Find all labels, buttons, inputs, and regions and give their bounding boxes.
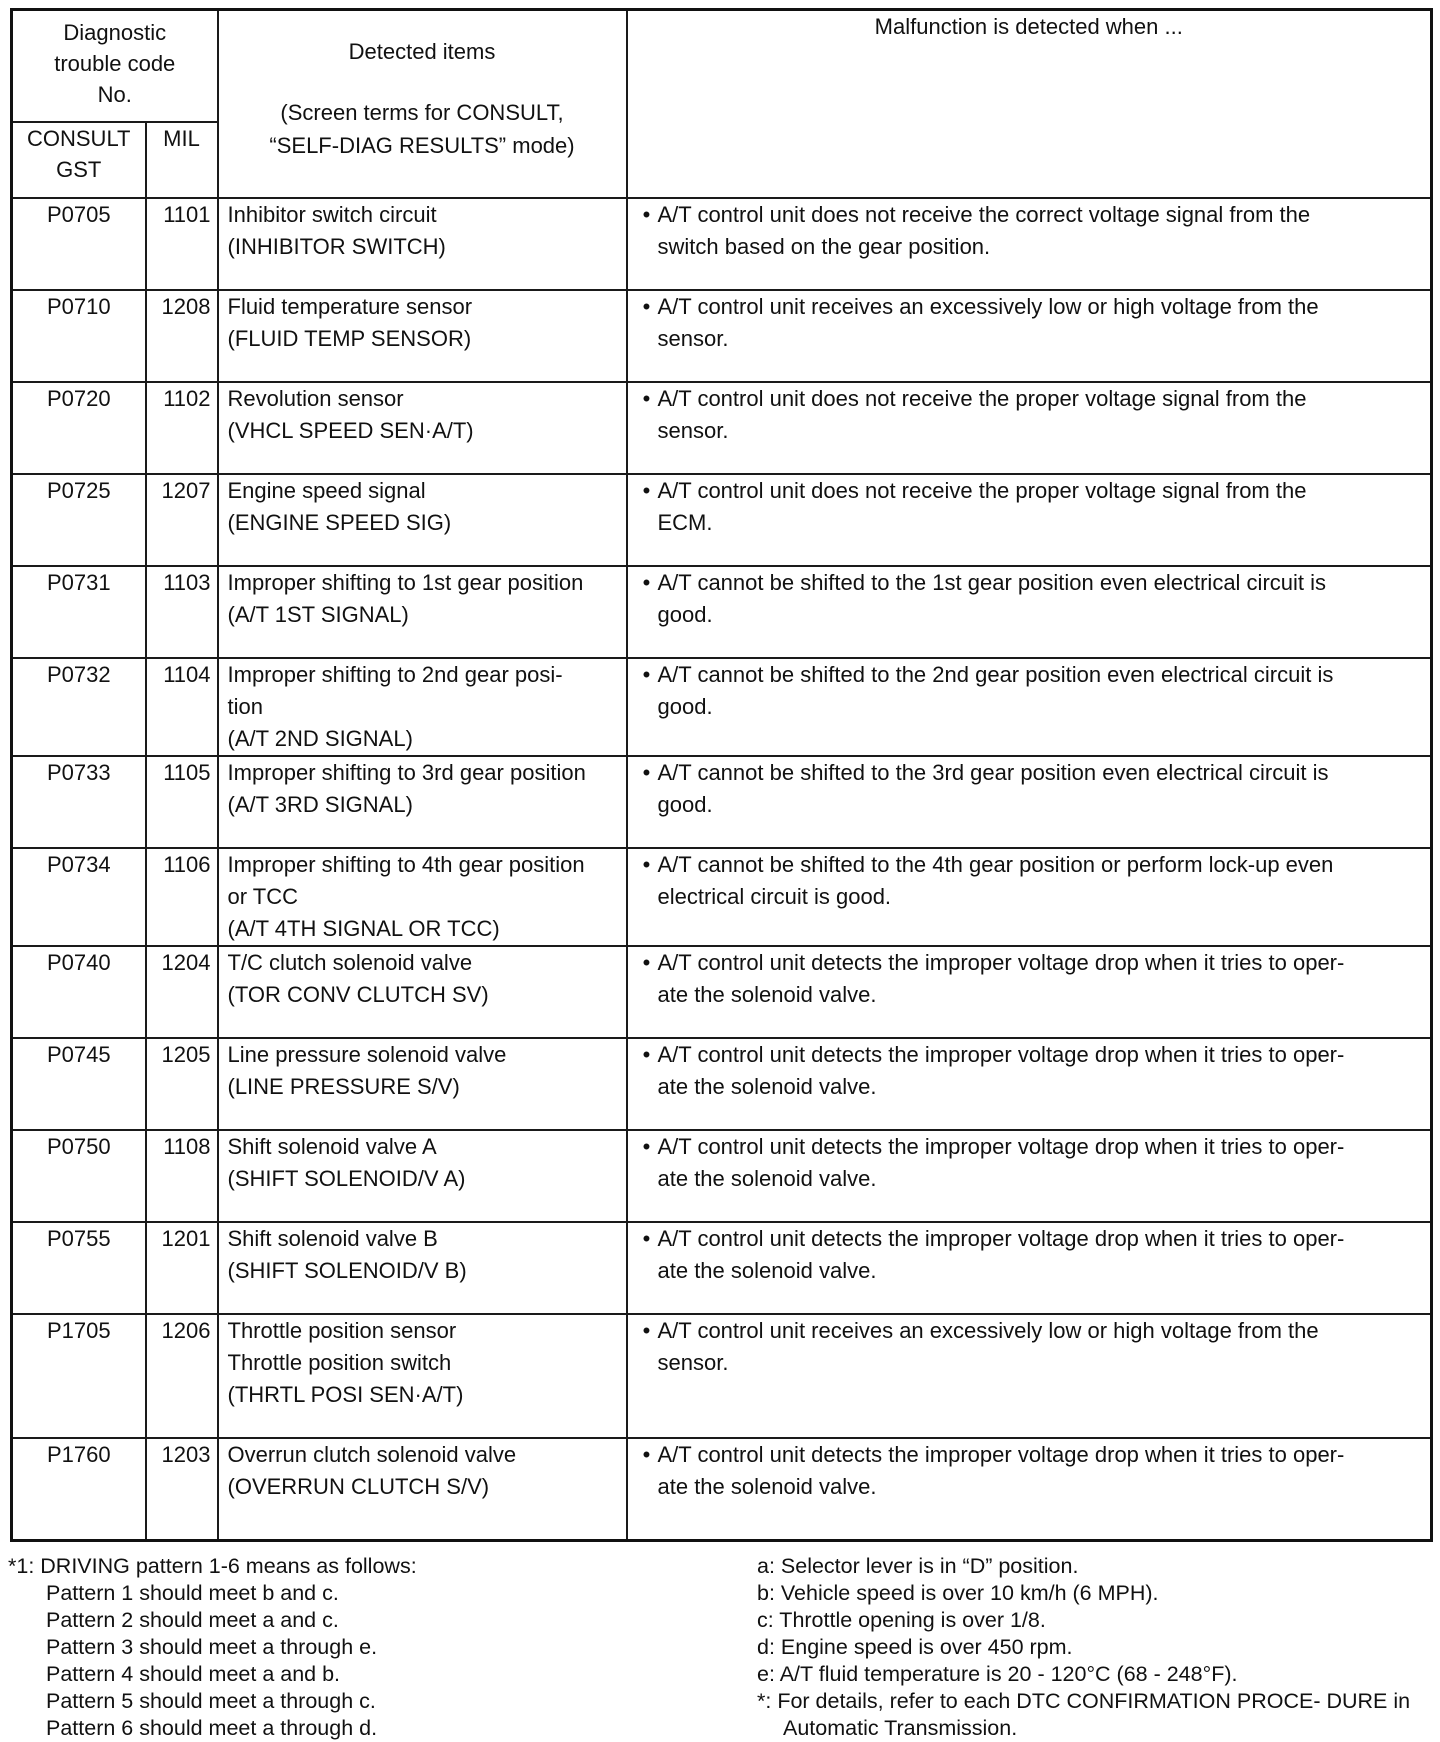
detected-item-line: Improper shifting to 1st gear position [227, 570, 584, 595]
detected-item [218, 1222, 627, 1314]
mil-code: 1203 [146, 1438, 218, 1540]
malfunction-line: good. [657, 694, 713, 719]
malfunction-line: A/T control unit does not receive the correct voltage signal from the [657, 202, 1311, 227]
pattern-line: Pattern 5 should meet a through c. [46, 1689, 376, 1713]
malfunction-line: ate the solenoid valve. [657, 1474, 877, 1499]
detected-item [218, 1130, 627, 1222]
detected-item-line: Throttle position sensor [227, 1318, 457, 1343]
pattern-line: Pattern 1 should meet b and c. [46, 1581, 339, 1605]
bullet-icon: • [642, 1226, 651, 1251]
table-row [12, 198, 1432, 290]
detected-item-line: Fluid temperature sensor [227, 294, 473, 319]
mil-code: 1103 [146, 566, 218, 658]
malfunction-condition [627, 848, 1432, 946]
consult-gst-code: P0732 [12, 658, 146, 756]
detected-item [218, 1038, 627, 1130]
malfunction-condition [627, 756, 1432, 848]
malfunction-condition [627, 290, 1432, 382]
driving-pattern-title: *1: DRIVING pattern 1-6 means as follows: [8, 1554, 417, 1578]
detected-item [218, 658, 627, 756]
malfunction-condition [627, 1222, 1432, 1314]
malfunction-condition [627, 1438, 1432, 1540]
malfunction-condition [627, 1038, 1432, 1130]
mil-code: 1108 [146, 1130, 218, 1222]
bullet-icon: • [642, 1134, 651, 1159]
table-row [12, 1130, 1432, 1222]
pattern-line: Pattern 2 should meet a and c. [46, 1608, 339, 1632]
malfunction-line: ECM. [657, 510, 713, 535]
consult-gst-code: P1760 [12, 1438, 146, 1540]
mil-code: 1201 [146, 1222, 218, 1314]
detected-item-line: tion [227, 694, 263, 719]
malfunction-line: A/T control unit receives an excessively low or high voltage from the [657, 294, 1319, 319]
detected-item-line: (THRTL POSI SEN·A/T) [227, 1382, 464, 1407]
detected-item-line: (TOR CONV CLUTCH SV) [227, 982, 489, 1007]
mil-code: 1104 [146, 658, 218, 756]
consult-gst-code: P0710 [12, 290, 146, 382]
detected-item [218, 566, 627, 658]
malfunction-line: A/T control unit receives an excessively low or high voltage from the [657, 1318, 1319, 1343]
malfunction-line: A/T cannot be shifted to the 4th gear position or perform lock-up even [657, 852, 1334, 877]
bullet-icon: • [642, 1442, 651, 1467]
consult-gst-code: P0750 [12, 1130, 146, 1222]
malfunction-line: sensor. [657, 326, 729, 351]
detected-item-line: Improper shifting to 2nd gear posi- [227, 662, 563, 687]
pattern-line: Pattern 6 should meet a through d. [46, 1716, 378, 1740]
malfunction-line: sensor. [657, 418, 729, 443]
detected-item-line: T/C clutch solenoid valve [227, 950, 473, 975]
table-row [12, 1038, 1432, 1130]
consult-gst-code: P0705 [12, 198, 146, 290]
malfunction-line: A/T cannot be shifted to the 2nd gear position even electrical circuit is [657, 662, 1334, 687]
malfunction-line: A/T control unit detects the improper voltage drop when it tries to oper- [657, 1042, 1345, 1067]
detected-item-line: Throttle position switch [227, 1350, 452, 1375]
table-row [12, 848, 1432, 946]
table-row [12, 1222, 1432, 1314]
table-row [12, 290, 1432, 382]
header-dtc-number: Diagnostic trouble code No. [12, 10, 218, 123]
table-row [12, 474, 1432, 566]
malfunction-line: good. [657, 602, 713, 627]
mil-code: 1207 [146, 474, 218, 566]
mil-code: 1204 [146, 946, 218, 1038]
malfunction-line: switch based on the gear position. [657, 234, 991, 259]
consult-gst-code: P0734 [12, 848, 146, 946]
malfunction-line: A/T control unit detects the improper voltage drop when it tries to oper- [657, 1442, 1345, 1467]
malfunction-condition [627, 1130, 1432, 1222]
bullet-icon: • [642, 386, 651, 411]
malfunction-condition [627, 382, 1432, 474]
malfunction-line: ate the solenoid valve. [657, 982, 877, 1007]
detected-item-line: Shift solenoid valve B [227, 1226, 438, 1251]
detected-item-line: Shift solenoid valve A [227, 1134, 437, 1159]
malfunction-condition [627, 1314, 1432, 1438]
table-row [12, 382, 1432, 474]
table-row [12, 658, 1432, 756]
bullet-icon: • [642, 662, 651, 687]
consult-gst-code: P0725 [12, 474, 146, 566]
pattern-line: Pattern 3 should meet a through e. [46, 1635, 378, 1659]
malfunction-line: sensor. [657, 1350, 729, 1375]
mil-code: 1106 [146, 848, 218, 946]
malfunction-line: ate the solenoid valve. [657, 1166, 877, 1191]
detected-item-line: Engine speed signal [227, 478, 426, 503]
consult-gst-code: P0755 [12, 1222, 146, 1314]
mil-code: 1205 [146, 1038, 218, 1130]
malfunction-condition [627, 566, 1432, 658]
detected-item-line: (LINE PRESSURE S/V) [227, 1074, 460, 1099]
detected-item-line: (SHIFT SOLENOID/V B) [227, 1258, 467, 1283]
table-row [12, 946, 1432, 1038]
detected-item [218, 946, 627, 1038]
malfunction-line: good. [657, 792, 713, 817]
bullet-icon: • [642, 202, 651, 227]
condition-line: d: Engine speed is over 450 rpm. [757, 1635, 1073, 1659]
detected-item [218, 290, 627, 382]
malfunction-condition [627, 946, 1432, 1038]
detected-item-line: Inhibitor switch circuit [227, 202, 437, 227]
condition-notes [757, 1553, 1427, 1742]
header-consult-gst: CONSULT GST [12, 122, 146, 198]
detected-item-line: Line pressure solenoid valve [227, 1042, 507, 1067]
table-row [12, 756, 1432, 848]
detected-item [218, 1438, 627, 1540]
detected-item [218, 1314, 627, 1438]
bullet-icon: • [642, 1318, 651, 1343]
malfunction-condition [627, 658, 1432, 756]
detected-item-line: (INHIBITOR SWITCH) [227, 234, 446, 259]
detected-item-line: (ENGINE SPEED SIG) [227, 510, 452, 535]
bullet-icon: • [642, 570, 651, 595]
malfunction-condition [627, 198, 1432, 290]
bullet-icon: • [642, 950, 651, 975]
malfunction-line: electrical circuit is good. [657, 884, 892, 909]
detected-item-line: Overrun clutch solenoid valve [227, 1442, 517, 1467]
detected-item [218, 382, 627, 474]
detected-item [218, 198, 627, 290]
header-mil: MIL [146, 122, 218, 198]
condition-line: c: Throttle opening is over 1/8. [757, 1608, 1046, 1632]
consult-gst-code: P0720 [12, 382, 146, 474]
detected-item-line: Improper shifting to 4th gear position [227, 852, 585, 877]
consult-gst-code: P0745 [12, 1038, 146, 1130]
bullet-icon: • [642, 760, 651, 785]
malfunction-line: A/T control unit does not receive the proper voltage signal from the [657, 386, 1307, 411]
detected-item [218, 848, 627, 946]
detected-item [218, 474, 627, 566]
malfunction-condition [627, 474, 1432, 566]
consult-gst-code: P0733 [12, 756, 146, 848]
detected-item-line: (A/T 1ST SIGNAL) [227, 602, 409, 627]
detected-item-line: (FLUID TEMP SENSOR) [227, 326, 472, 351]
consult-gst-code: P0740 [12, 946, 146, 1038]
malfunction-line: A/T control unit does not receive the proper voltage signal from the [657, 478, 1307, 503]
detected-item-line: (A/T 4TH SIGNAL OR TCC) [227, 916, 500, 941]
detected-item-line: or TCC [227, 884, 298, 909]
dtc-table [10, 8, 1433, 1542]
bullet-icon: • [642, 294, 651, 319]
malfunction-line: A/T control unit detects the improper voltage drop when it tries to oper- [657, 1134, 1345, 1159]
malfunction-line: A/T control unit detects the improper voltage drop when it tries to oper- [657, 950, 1345, 975]
mil-code: 1101 [146, 198, 218, 290]
condition-line: a: Selector lever is in “D” position. [757, 1554, 1079, 1578]
detected-item-line: (A/T 2ND SIGNAL) [227, 726, 413, 751]
bullet-icon: • [642, 1042, 651, 1067]
detected-item-line: (OVERRUN CLUTCH S/V) [227, 1474, 490, 1499]
detected-item-line: (A/T 3RD SIGNAL) [227, 792, 413, 817]
header-malfunction: Malfunction is detected when ... [627, 10, 1432, 199]
bullet-icon: • [642, 478, 651, 503]
bullet-icon: • [642, 852, 651, 877]
detected-item-line: (SHIFT SOLENOID/V A) [227, 1166, 466, 1191]
mil-code: 1102 [146, 382, 218, 474]
pattern-line: Pattern 4 should meet a and b. [46, 1662, 341, 1686]
asterisk-note: *: For details, refer to each DTC CONFIRMATION PROCE- DURE in Automatic Transmission. [757, 1689, 1411, 1740]
mil-code: 1105 [146, 756, 218, 848]
consult-gst-code: P0731 [12, 566, 146, 658]
malfunction-line: A/T cannot be shifted to the 3rd gear position even electrical circuit is [657, 760, 1329, 785]
table-row [12, 1314, 1432, 1438]
detected-item-line: (VHCL SPEED SEN·A/T) [227, 418, 474, 443]
malfunction-line: ate the solenoid valve. [657, 1074, 877, 1099]
malfunction-line: ate the solenoid valve. [657, 1258, 877, 1283]
mil-code: 1208 [146, 290, 218, 382]
condition-line: b: Vehicle speed is over 10 km/h (6 MPH). [757, 1581, 1159, 1605]
malfunction-line: A/T control unit detects the improper voltage drop when it tries to oper- [657, 1226, 1345, 1251]
condition-line: e: A/T fluid temperature is 20 - 120°C (68 - 248°F). [757, 1662, 1238, 1686]
mil-code: 1206 [146, 1314, 218, 1438]
detected-item-line: Improper shifting to 3rd gear position [227, 760, 586, 785]
table-body [12, 198, 1432, 1540]
table-row [12, 1438, 1432, 1540]
driving-pattern-notes [8, 1553, 708, 1742]
table-row [12, 566, 1432, 658]
header-detected-items: Detected items (Screen terms for CONSULT, “SELF-DIAG RESULTS” mode) [218, 10, 627, 199]
malfunction-line: A/T cannot be shifted to the 1st gear position even electrical circuit is [657, 570, 1327, 595]
consult-gst-code: P1705 [12, 1314, 146, 1438]
detected-item [218, 756, 627, 848]
detected-item-line: Revolution sensor [227, 386, 404, 411]
table-header [12, 10, 1432, 199]
